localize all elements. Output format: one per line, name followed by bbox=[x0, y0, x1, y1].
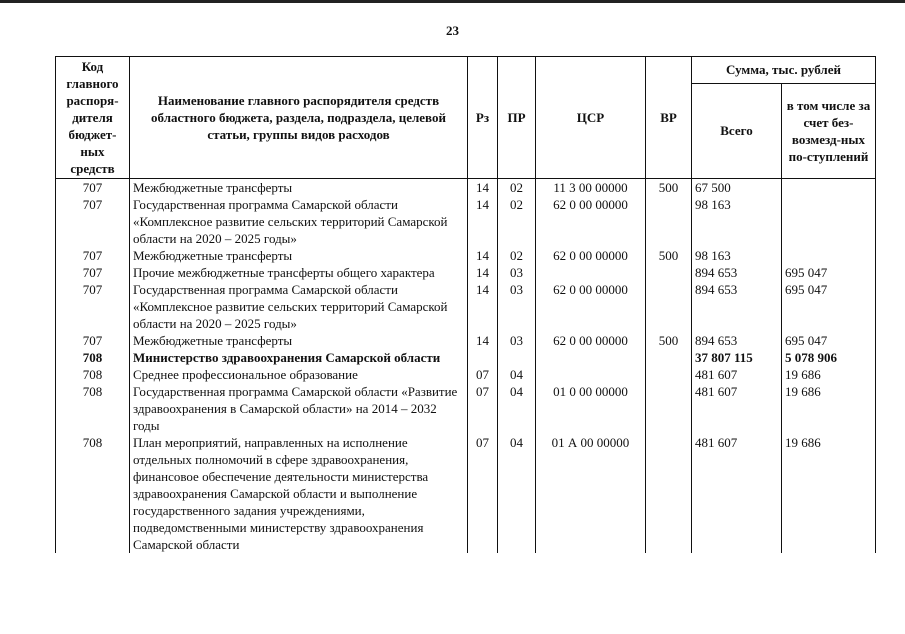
top-border-line bbox=[0, 0, 905, 3]
cell-csr bbox=[536, 264, 646, 281]
header-name: Наименование главного распорядителя средств областного бюджета, раздела, подраздела, целевой статьи, группы видов расходов bbox=[130, 57, 468, 179]
cell-name: Межбюджетные трансферты bbox=[130, 332, 468, 349]
cell-rz: 07 bbox=[468, 366, 498, 383]
cell-grants bbox=[782, 179, 876, 197]
cell-pr: 03 bbox=[498, 332, 536, 349]
cell-grants: 19 686 bbox=[782, 383, 876, 434]
cell-vr: 500 bbox=[646, 332, 692, 349]
cell-code: 708 bbox=[56, 349, 130, 366]
header-total: Всего bbox=[692, 83, 782, 178]
cell-name: Среднее профессиональное образование bbox=[130, 366, 468, 383]
cell-pr: 02 bbox=[498, 196, 536, 247]
cell-vr bbox=[646, 434, 692, 553]
cell-code: 707 bbox=[56, 179, 130, 197]
cell-pr: 02 bbox=[498, 179, 536, 197]
budget-table bbox=[55, 56, 876, 553]
cell-total: 481 607 bbox=[692, 366, 782, 383]
table-row bbox=[56, 247, 876, 264]
cell-code: 707 bbox=[56, 281, 130, 332]
cell-vr: 500 bbox=[646, 247, 692, 264]
budget-table-container bbox=[55, 56, 875, 616]
cell-pr: 04 bbox=[498, 366, 536, 383]
cell-pr: 02 bbox=[498, 247, 536, 264]
cell-total: 98 163 bbox=[692, 247, 782, 264]
cell-rz: 14 bbox=[468, 179, 498, 197]
cell-vr: 500 bbox=[646, 179, 692, 197]
cell-code: 707 bbox=[56, 247, 130, 264]
cell-name: Министерство здравоохранения Самарской области bbox=[130, 349, 468, 366]
cell-name: Межбюджетные трансферты bbox=[130, 247, 468, 264]
table-row bbox=[56, 434, 876, 553]
cell-pr bbox=[498, 349, 536, 366]
cell-vr bbox=[646, 264, 692, 281]
cell-name: Межбюджетные трансферты bbox=[130, 179, 468, 197]
cell-grants: 5 078 906 bbox=[782, 349, 876, 366]
cell-csr: 62 0 00 00000 bbox=[536, 196, 646, 247]
cell-csr: 62 0 00 00000 bbox=[536, 281, 646, 332]
cell-total: 894 653 bbox=[692, 332, 782, 349]
cell-total: 98 163 bbox=[692, 196, 782, 247]
table-body bbox=[56, 179, 876, 554]
cell-grants: 695 047 bbox=[782, 264, 876, 281]
cell-code: 708 bbox=[56, 383, 130, 434]
page-number: 23 bbox=[446, 23, 459, 38]
cell-grants: 695 047 bbox=[782, 332, 876, 349]
table-row bbox=[56, 349, 876, 366]
cell-vr bbox=[646, 349, 692, 366]
header-sum: Сумма, тыс. рублей bbox=[692, 57, 876, 84]
cell-code: 707 bbox=[56, 196, 130, 247]
header-grants: в том числе за счет без-возмезд-ных по-ступлений bbox=[782, 83, 876, 178]
cell-name: Прочие межбюджетные трансферты общего характера bbox=[130, 264, 468, 281]
cell-csr bbox=[536, 349, 646, 366]
cell-code: 708 bbox=[56, 434, 130, 553]
cell-name: Государственная программа Самарской области «Комплексное развитие сельских территорий Самарской области на 2020 – 2025 годы» bbox=[130, 196, 468, 247]
cell-total: 37 807 115 bbox=[692, 349, 782, 366]
cell-rz: 14 bbox=[468, 281, 498, 332]
cell-vr bbox=[646, 366, 692, 383]
cell-csr bbox=[536, 366, 646, 383]
cell-rz: 14 bbox=[468, 332, 498, 349]
cell-vr bbox=[646, 383, 692, 434]
cell-total: 894 653 bbox=[692, 264, 782, 281]
cell-rz: 14 bbox=[468, 247, 498, 264]
cell-pr: 03 bbox=[498, 281, 536, 332]
cell-grants: 695 047 bbox=[782, 281, 876, 332]
header-vr: ВР bbox=[646, 57, 692, 179]
cell-grants: 19 686 bbox=[782, 434, 876, 553]
cell-name: План мероприятий, направленных на исполнение отдельных полномочий в сфере здравоохранения, финансовое обеспечение деятельности министерства здравоохранения Самарской области и выполнение государственного задания учреждениями, подведомственными министерству здравоохранения Самарской области bbox=[130, 434, 468, 553]
table-row bbox=[56, 179, 876, 197]
cell-total: 894 653 bbox=[692, 281, 782, 332]
cell-grants bbox=[782, 196, 876, 247]
cell-total: 481 607 bbox=[692, 434, 782, 553]
table-row bbox=[56, 332, 876, 349]
cell-vr bbox=[646, 281, 692, 332]
cell-csr: 62 0 00 00000 bbox=[536, 332, 646, 349]
cell-csr: 01 0 00 00000 bbox=[536, 383, 646, 434]
cell-csr: 62 0 00 00000 bbox=[536, 247, 646, 264]
header-pr: ПР bbox=[498, 57, 536, 179]
cell-csr: 01 А 00 00000 bbox=[536, 434, 646, 553]
cell-rz bbox=[468, 349, 498, 366]
table-row bbox=[56, 383, 876, 434]
cell-grants: 19 686 bbox=[782, 366, 876, 383]
table-row bbox=[56, 264, 876, 281]
cell-code: 708 bbox=[56, 366, 130, 383]
cell-pr: 03 bbox=[498, 264, 536, 281]
cell-rz: 07 bbox=[468, 383, 498, 434]
table-header bbox=[56, 57, 876, 179]
header-csr: ЦСР bbox=[536, 57, 646, 179]
cell-name: Государственная программа Самарской области «Комплексное развитие сельских территорий Самарской области на 2020 – 2025 годы» bbox=[130, 281, 468, 332]
cell-total: 67 500 bbox=[692, 179, 782, 197]
cell-rz: 14 bbox=[468, 264, 498, 281]
header-rz: Рз bbox=[468, 57, 498, 179]
cell-pr: 04 bbox=[498, 434, 536, 553]
cell-rz: 14 bbox=[468, 196, 498, 247]
cell-grants bbox=[782, 247, 876, 264]
cell-name: Государственная программа Самарской области «Развитие здравоохранения в Самарской области» на 2014 – 2032 годы bbox=[130, 383, 468, 434]
table-row bbox=[56, 281, 876, 332]
cell-rz: 07 bbox=[468, 434, 498, 553]
cell-pr: 04 bbox=[498, 383, 536, 434]
cell-vr bbox=[646, 196, 692, 247]
table-row bbox=[56, 366, 876, 383]
cell-code: 707 bbox=[56, 264, 130, 281]
table-row bbox=[56, 196, 876, 247]
cell-total: 481 607 bbox=[692, 383, 782, 434]
cell-csr: 11 3 00 00000 bbox=[536, 179, 646, 197]
cell-code: 707 bbox=[56, 332, 130, 349]
header-code: Код главного распоря-дителя бюджет-ных средств bbox=[56, 57, 130, 179]
